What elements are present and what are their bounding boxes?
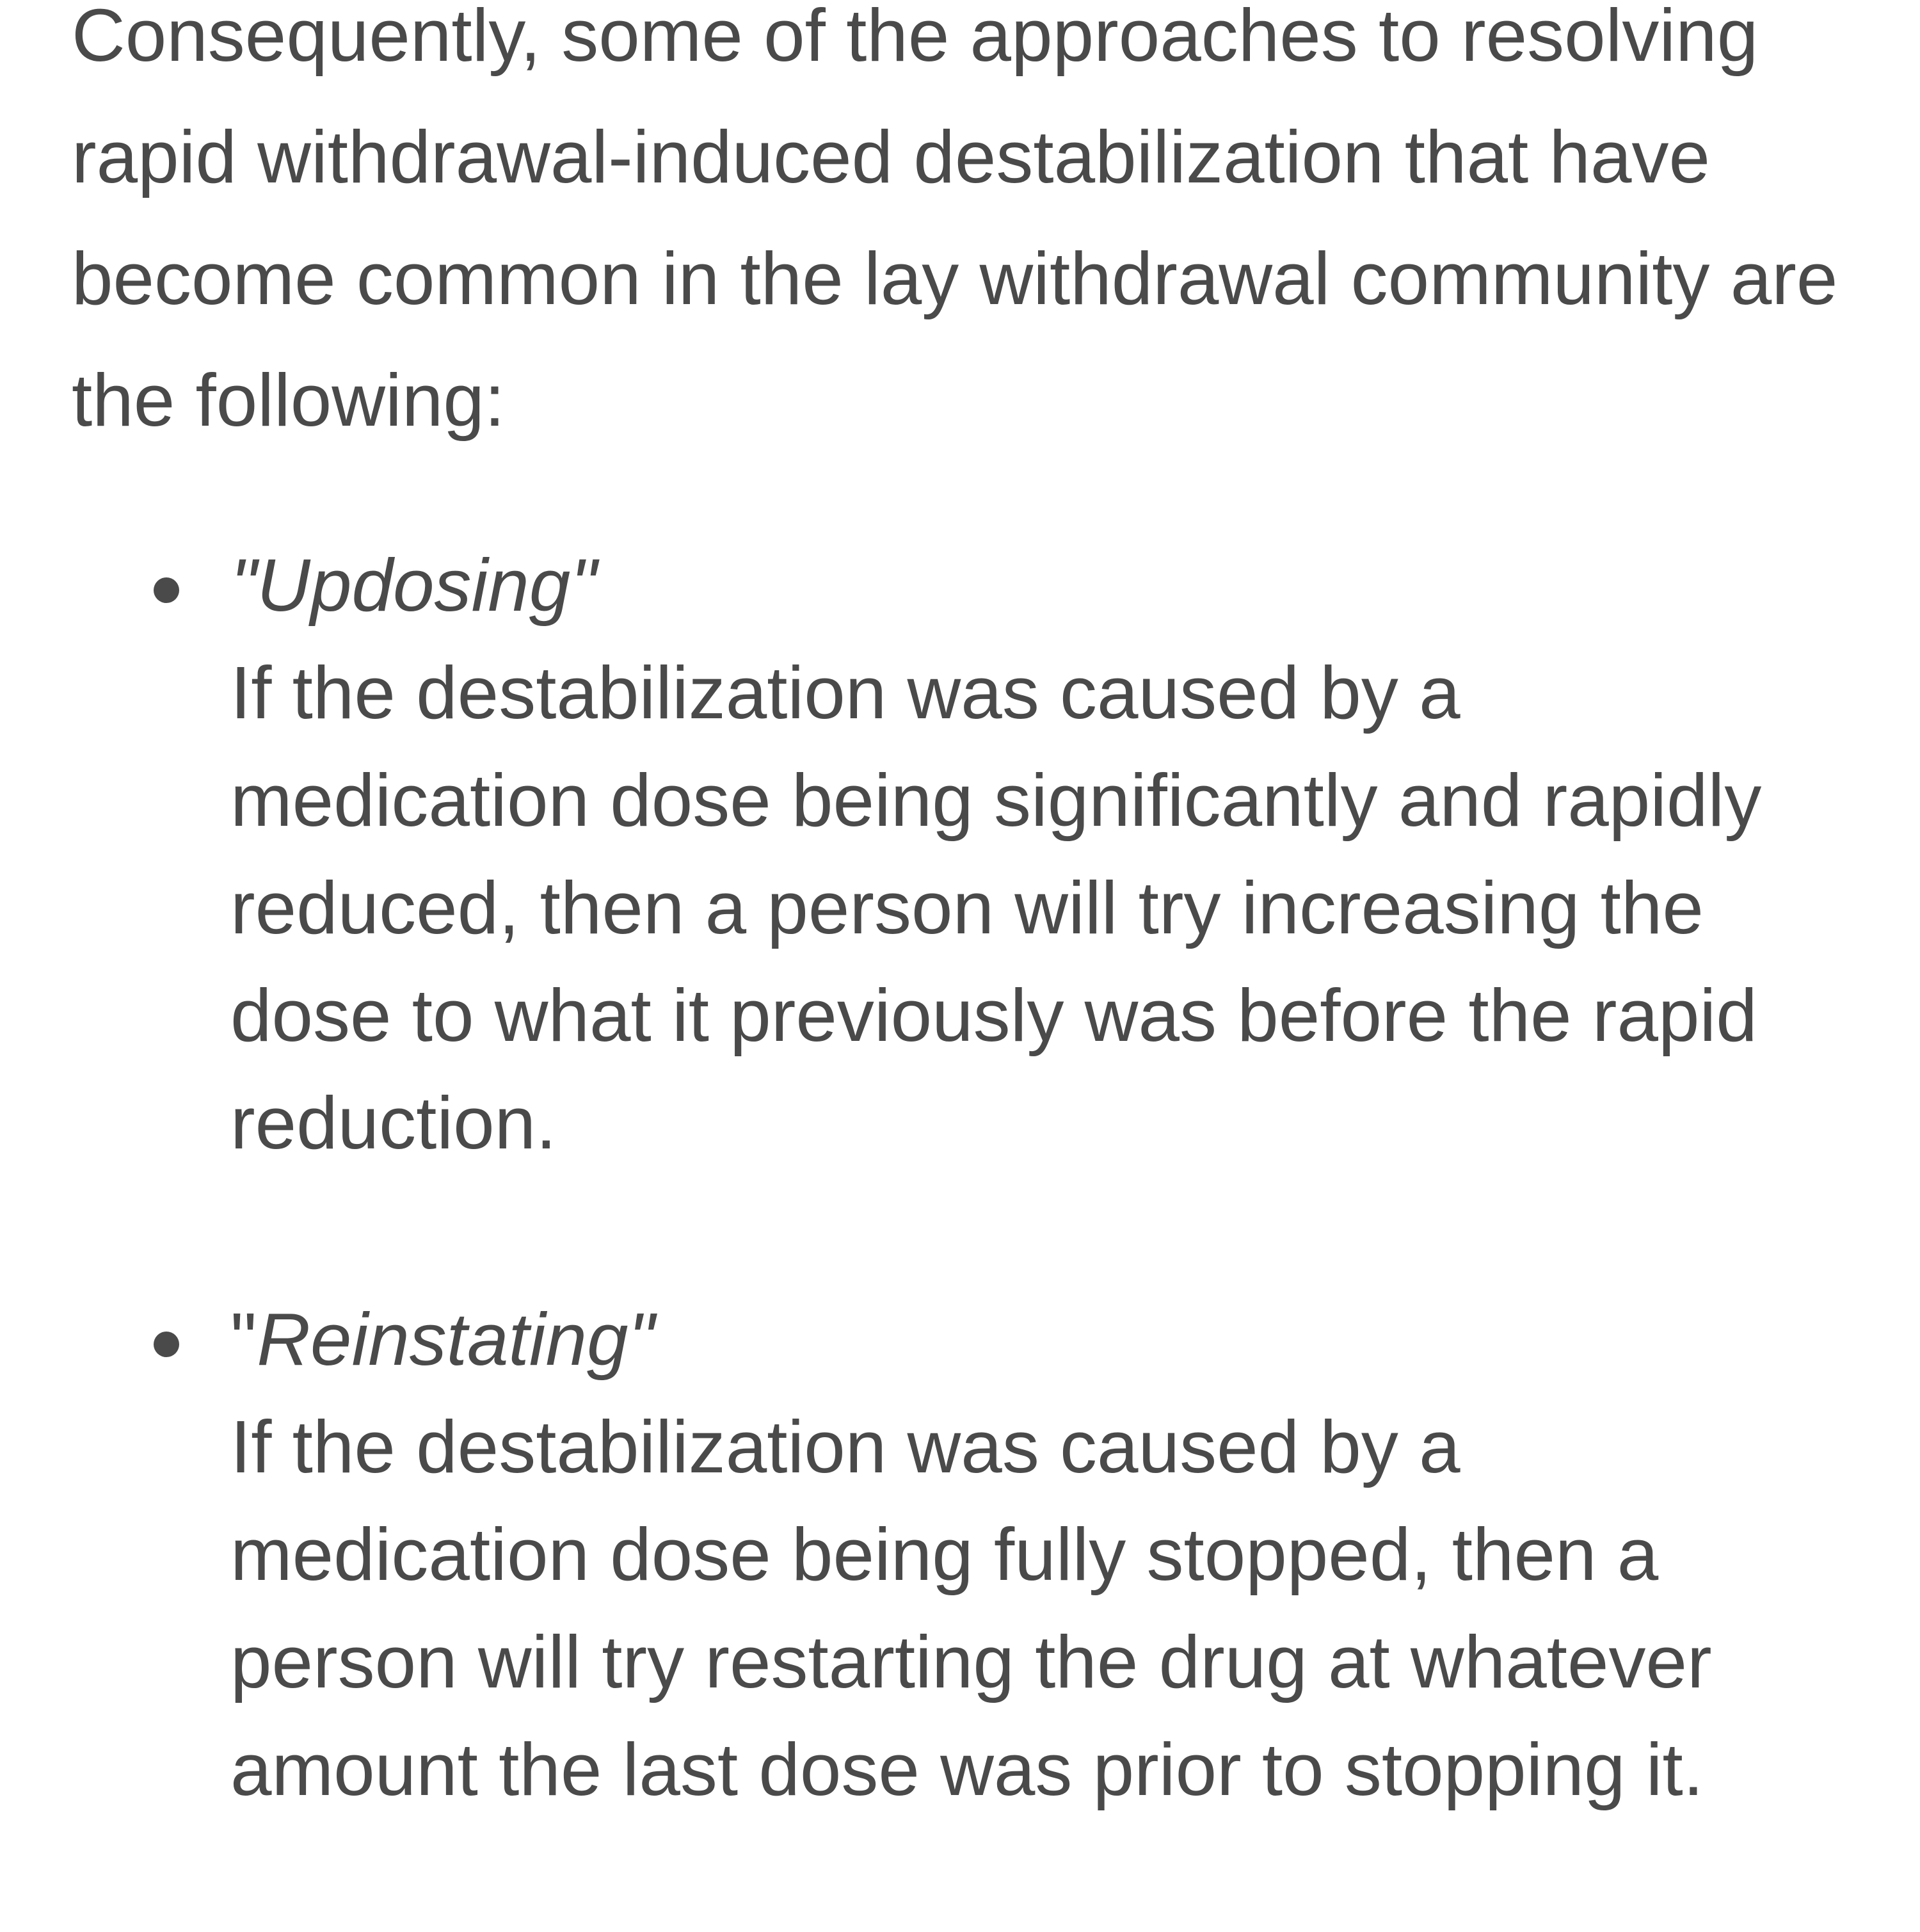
approach-description: If the destabilization was caused by a medication dose being fully stopped, then a person will try restarting the drug at whatever amount the last dose was prior to stopping it.	[230, 1405, 1712, 1811]
list-item-updosing	[230, 531, 1805, 1177]
intro-paragraph: Consequently, some of the approaches to resolving rapid withdrawal-induced destabilization that have become common in the lay withdrawal community are the following:	[72, 0, 1838, 442]
bullet-icon	[154, 1332, 179, 1357]
list-item-reinstating	[230, 1285, 1805, 1823]
bullet-icon	[154, 577, 179, 603]
article-body	[72, 0, 1876, 461]
approach-description: If the destabilization was caused by a medication dose being significantly and rapidly reduced, then a person will try increasing the dose to what it previously was before the rapid reduction.	[230, 651, 1762, 1164]
approaches-list	[230, 531, 1805, 1932]
approach-term	[230, 1285, 1805, 1393]
term-open-quote: "	[230, 1298, 257, 1381]
approach-term	[230, 531, 1805, 639]
term-text: "Updosing"	[230, 543, 597, 627]
term-text: Reinstating"	[257, 1298, 655, 1381]
